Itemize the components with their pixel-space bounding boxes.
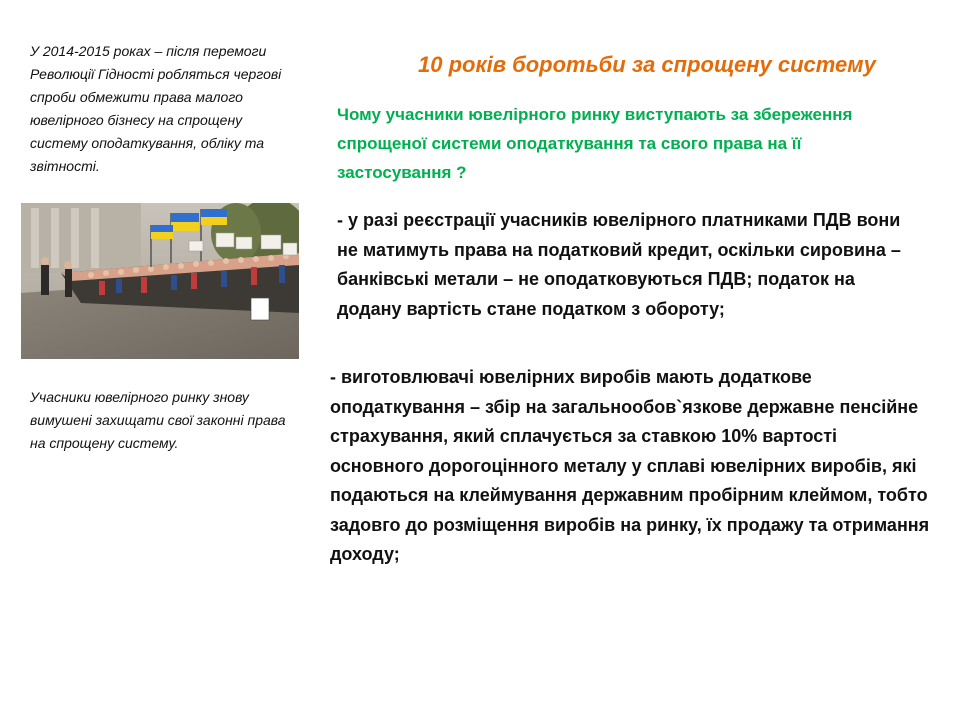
argument-pension-levy: - виготовлювачі ювелірних виробів мають додаткове оподаткування – збір на загальнообов`язкове державне пенсійне страхування, який сплачується за ставкою 10% вартості основного дорогоцінного металу у сплаві ювелірних виробів, які подаються на клеймування державним пробірним клеймом, тобто задовго до розміщення виробів на ринку, їх продажу та отримання доходу;	[330, 367, 930, 564]
page-title: 10 років боротьби за спрощену систему	[418, 52, 876, 77]
participants-caption: Учасники ювелірного ринку знову вимушені захищати свої законні права на спрощену систему.	[30, 389, 286, 451]
intro-caption: У 2014-2015 роках – після перемоги Революції Гідності робляться чергові спроби обмежити права малого ювелірного бізнесу на спрощену систему оподаткування, обліку та звітності.	[30, 43, 282, 174]
argument-vat: - у разі реєстрації учасників ювелірного платниками ПДВ вони не матимуть права на податковий кредит, оскільки сировина – банківські метали – не оподатковуються ПДВ; податок на додану вартість стане податком з обороту;	[337, 210, 901, 319]
protest-photo	[21, 203, 299, 359]
question-heading: Чому учасники ювелірного ринку виступають за збереження спрощеної системи оподаткування та свого права на її застосування ?	[337, 105, 853, 182]
protest-photo-illustration	[21, 203, 299, 359]
